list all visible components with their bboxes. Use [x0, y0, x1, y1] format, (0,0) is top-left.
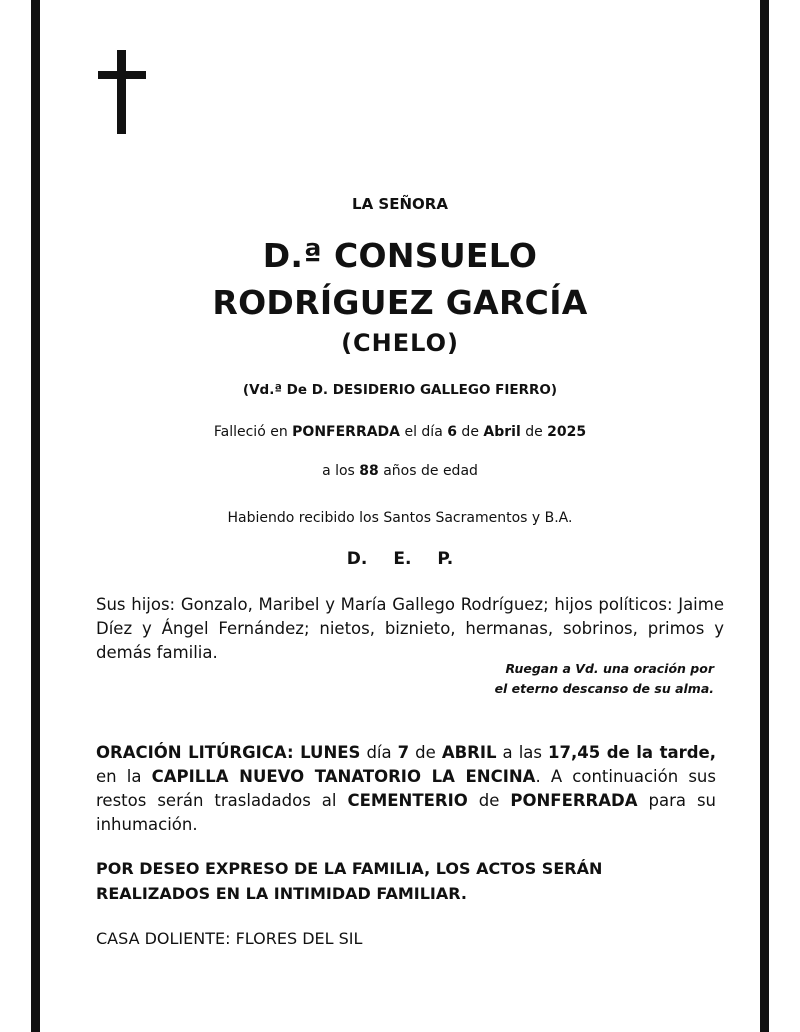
liturgy-time: 17,45 de la tarde, [548, 743, 716, 762]
death-year: 2025 [547, 424, 587, 440]
death-month: Abril [483, 424, 521, 440]
deceased-nickname: (CHELO) [341, 329, 459, 357]
cross-icon [98, 50, 146, 134]
liturgy-month: ABRIL [441, 743, 497, 762]
prayer-line: Ruegan a Vd. una oración por [505, 661, 714, 676]
dep-letter: P. [437, 549, 454, 569]
privacy-notice: POR DESEO EXPRESO DE LA FAMILIA, LOS ACTOS SERÁN REALIZADOS EN LA INTIMIDAD FAMILIAR. [96, 859, 603, 903]
widow-note: (Vd.ª De D. DESIDERIO GALLEGO FIERRO) [242, 382, 558, 398]
prayer-line: el eterno descanso de su alma. [494, 681, 714, 696]
liturgy-label: ORACIÓN LITÚRGICA [96, 743, 287, 762]
deceased-name-line2: RODRÍGUEZ GARCÍA [212, 283, 588, 322]
age-info: a los 88 años de edad [322, 463, 478, 479]
intro-text: LA SEÑORA [352, 195, 448, 213]
liturgy-weekday: LUNES [300, 743, 361, 762]
deceased-name-line1: D.ª CONSUELO [262, 236, 538, 275]
prayer-request [495, 659, 714, 699]
sacraments-text: Habiendo recibido los Santos Sacramentos y B.A. [227, 510, 573, 526]
liturgy-city: PONFERRADA [510, 791, 638, 810]
liturgy-day: 7 [397, 743, 410, 762]
liturgy-venue: CAPILLA NUEVO TANATORIO LA ENCINA [151, 767, 536, 786]
mourning-house: CASA DOLIENTE: FLORES DEL SIL [96, 929, 363, 948]
death-day: 6 [447, 424, 457, 440]
death-info: Falleció en PONFERRADA el día 6 de Abril de 2025 [213, 424, 587, 440]
age-years: 88 [359, 463, 379, 479]
death-place: PONFERRADA [292, 424, 401, 440]
family-paragraph: Sus hijos: Gonzalo, Maribel y María Gallego Rodríguez; hijos políticos: Jaime Díez y Ángel Fernández; nietos, biznieto, hermanas, sobrinos, primos y demás familia. [96, 595, 724, 662]
dep-initials [0, 549, 800, 569]
liturgy-cemetery: CEMENTERIO [347, 791, 468, 810]
dep-letter: E. [393, 549, 412, 569]
liturgy-paragraph: ORACIÓN LITÚRGICA: LUNES día 7 de ABRIL a las 17,45 de la tarde, en la CAPILLA NUEVO TANATORIO LA ENCINA. A continuación sus restos serán trasladados al CEMENTERIO de PONFERRADA para su inhumación. [96, 743, 717, 834]
dep-letter: D. [346, 549, 368, 569]
